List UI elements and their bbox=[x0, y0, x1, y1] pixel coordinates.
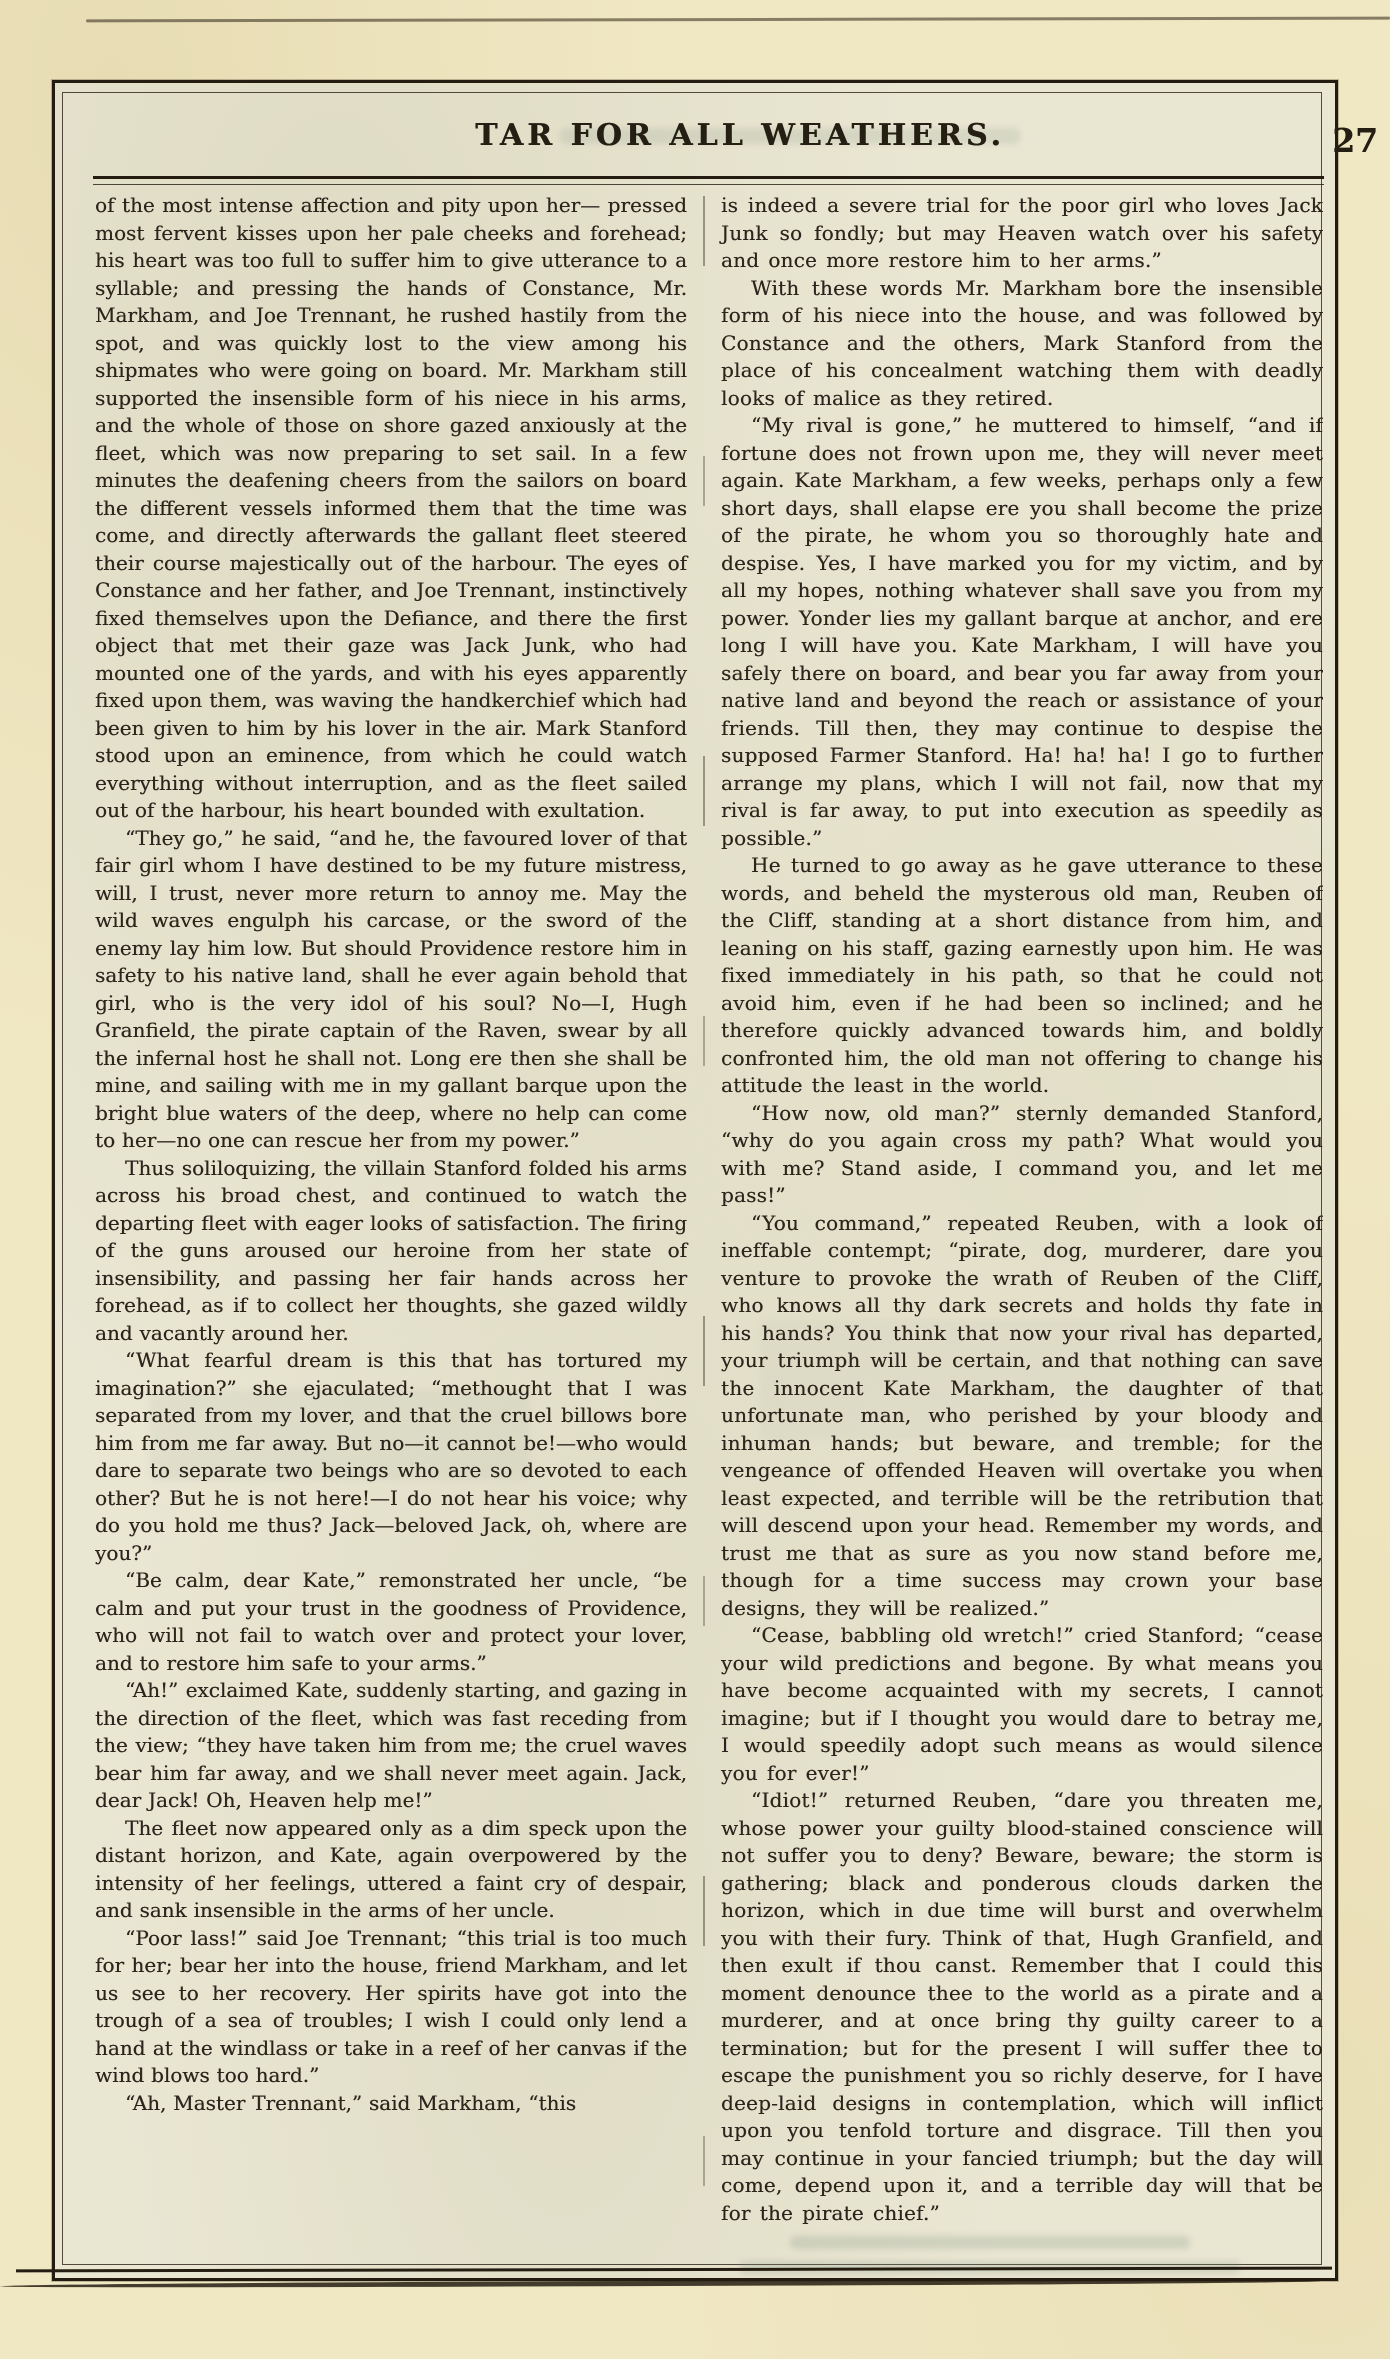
paragraph: “Poor lass!” said Joe Trennant; “this trial is too much for her; bear her into the house, friend Markham, and let us see to her recovery. Her spirits have got into the trough of a sea of troubles; I wish I could only lend a hand at the windlass or take in a reef of her canvas if the wind blows too hard.” bbox=[95, 1925, 687, 2087]
paragraph: “How now, old man?” sternly demanded Stanford, “why do you again cross my path? What would you with me? Stand aside, I command you, and let me pass!” bbox=[721, 1100, 1323, 1207]
text-body bbox=[95, 192, 1323, 2240]
page-title: TAR FOR ALL WEATHERS. bbox=[475, 118, 1005, 153]
paragraph: “You command,” repeated Reuben, with a look of ineffable contempt; “pirate, dog, murderer, dare you venture to provoke the wrath of Reuben of the Cliff, who knows all thy dark secrets and holds thy fate in his hands? You think that now your rival has departed, your triumph will be certain, and that nothing can save the innocent Kate Markham, the daughter of that unfortunate man, who perished by your bloody and inhuman hands; but beware, and tremble; for the vengeance of offended Heaven will overtake you when least expected, and terrible will be the retribution that will descend upon your head. Remember my words, and trust me that as sure as you now stand before me, though for a time success may crown your base designs, they will be realized.” bbox=[721, 1210, 1323, 1620]
paragraph: “They go,” he said, “and he, the favoured lover of that fair girl whom I have destined to be my future mistress, will, I trust, never more return to annoy me. May the wild waves engulph his carcase, or the sword of the enemy lay him low. But should Providence restore him in safety to his native land, shall he ever again behold that girl, who is the very idol of his soul? No—I, Hugh Granfield, the pirate captain of the Raven, swear by all the infernal host he shall not. Long ere then she shall be mine, and sailing with me in my gallant barque upon the bright blue waters of the deep, where no help can come to her—no one can rescue her from my power.” bbox=[95, 825, 687, 1152]
paragraph: He turned to go away as he gave utterance to these words, and beheld the mysterous old man, Reuben of the Cliff, standing at a short distance from him, and leaning on his staff, gazing earnestly upon him. He was fixed immediately in his path, so that he could not avoid him, even if he had been so inclined; and he therefore quickly advanced towards him, and boldly confronted him, the old man not offering to change his attitude the least in the world. bbox=[721, 853, 1323, 1097]
header-rule bbox=[93, 176, 1324, 185]
left-column bbox=[95, 192, 687, 2240]
paragraph: “Ah!” exclaimed Kate, suddenly starting, and gazing in the direction of the fleet, which was fast receding from the view; “they have taken him from me; the cruel waves bear him far away, and we shall never meet again. Jack, dear Jack! Oh, Heaven help me!” bbox=[95, 1678, 687, 1812]
paragraph: “Cease, babbling old wretch!” cried Stanford; “cease your wild predictions and begone. By what means you have become acquainted with my secrets, I cannot imagine; but if I thought you would dare to betray me, I would speedily adopt such means as would silence you for ever!” bbox=[721, 1623, 1323, 1785]
paragraph: of the most intense affection and pity upon her— pressed most fervent kisses upon her pale cheeks and forehead; his heart was too full to suffer him to give utterance to a syllable; and pressing the hands of Constance, Mr. Markham, and Joe Trennant, he rushed hastily from the spot, and was quickly lost to the view among his shipmates who were going on board. Mr. Markham still supported the insensible form of his niece in his arms, and the whole of those on shore gazed anxiously at the fleet, which was now preparing to set sail. In a few minutes the deafening cheers from the sailors on board the different vessels informed them that the time was come, and directly afterwards the gallant fleet steered their course majestically out of the harbour. The eyes of Constance and her father, and Joe Trennant, instinctively fixed themselves upon the Defiance, and there the first object that met their gaze was Jack Junk, who had mounted one of the yards, and with his eyes apparently fixed upon them, was waving the handkerchief which had been given to him by his lover in the air. Mark Stanford stood upon an eminence, from which he could watch everything without interruption, and as the fleet sailed out of the harbour, his heart bounded with exultation. bbox=[95, 193, 687, 822]
paragraph: Thus soliloquizing, the villain Stanford folded his arms across his broad chest, and continued to watch the departing fleet with eager looks of satisfaction. The firing of the guns aroused our heroine from her state of insensibility, and passing her fair hands across her forehead, as if to collect her thoughts, she gazed wildly and vacantly around her. bbox=[95, 1155, 687, 1345]
paragraph: “Idiot!” returned Reuben, “dare you threaten me, whose power your guilty blood-stained conscience will not suffer you to deny? Beware, beware; the storm is gathering; black and ponderous clouds darken the horizon, which in due time will burst and overwhelm you with their fury. Think of that, Hugh Granfield, and then exult if thou canst. Remember that I could this moment denounce thee to the world as a pirate and a murderer, and at once bring thy guilty career to a termination; but for the present I will suffer thee to escape the punishment you so richly deserve, for I have deep-laid designs in contemplation, which will inflict upon you tenfold torture and disgrace. Till then you may continue in your fancied triumph; but the day will come, depend upon it, and a terrible day will that be for the pirate chief.” bbox=[721, 1788, 1323, 2225]
paragraph: With these words Mr. Markham bore the insensible form of his niece into the house, and was followed by Constance and the others, Mark Stanford from the place of his concealment watching them with deadly looks of malice as they retired. bbox=[721, 275, 1323, 410]
page-number: 27 bbox=[1332, 121, 1378, 160]
paragraph: “Be calm, dear Kate,” remonstrated her uncle, “be calm and put your trust in the goodness of Providence, who will not fail to watch over and protect your lover, and to restore him safe to your arms.” bbox=[95, 1568, 687, 1675]
column-divider-rule bbox=[703, 196, 705, 2236]
paragraph: is indeed a severe trial for the poor girl who loves Jack Junk so fondly; but may Heaven watch over his safety and once more restore him to her arms.” bbox=[721, 193, 1323, 272]
right-column bbox=[721, 192, 1323, 2240]
page-header bbox=[160, 118, 1320, 153]
paragraph: “What fearful dream is this that has tortured my imagination?” she ejaculated; “methought that I was separated from my lover, and that the cruel billows bore him from me far away. But no—it cannot be!—who would dare to separate two beings who are so devoted to each other? But he is not here!—I do not hear his voice; why do you hold me thus? Jack—beloved Jack, oh, where are you?” bbox=[95, 1348, 687, 1565]
paragraph: “My rival is gone,” he muttered to himself, “and if fortune does not frown upon me, they will never meet again. Kate Markham, a few weeks, perhaps only a few short days, shall elapse ere you shall become the prize of the pirate, he whom you so thoroughly hate and despise. Yes, I have marked you for my victim, and by all my hopes, nothing whatever shall save you from my power. Yonder lies my gallant barque at anchor, and ere long I will have you. Kate Markham, I will have you safely there on board, and bear you far away from your native land and beyond the reach or assistance of your friends. Till then, they may continue to despise the supposed Farmer Stanford. Ha! ha! ha! I go to further arrange my plans, which I will not fail, now that my rival is far away, to put into execution as speedily as possible.” bbox=[721, 413, 1323, 850]
scan-edge-line bbox=[86, 17, 1390, 23]
paragraph: The fleet now appeared only as a dim speck upon the distant horizon, and Kate, again overpowered by the intensity of her feelings, uttered a faint cry of despair, and sank insensible in the arms of her uncle. bbox=[95, 1815, 687, 1922]
paragraph: “Ah, Master Trennant,” said Markham, “this bbox=[125, 2090, 577, 2115]
